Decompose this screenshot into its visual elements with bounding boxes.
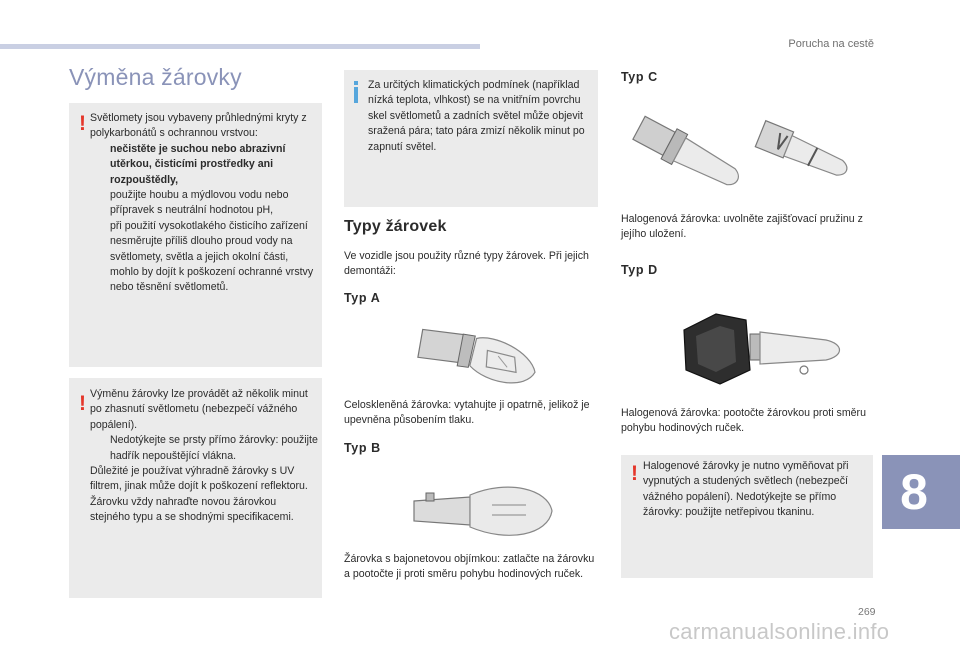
info-box-condensation <box>344 70 598 207</box>
section-heading-bulb-types: Typy žárovek <box>344 218 447 235</box>
type-c-heading: Typ C <box>621 70 658 84</box>
warning-intro: Světlomety jsou vybaveny průhlednými kryty z polykarbonátů s ochrannou vrstvou: <box>90 112 307 140</box>
warning-box-halogen <box>621 455 873 578</box>
info-icon <box>354 87 358 103</box>
type-a-caption: Celoskleněná žárovka: vytahujte ji opatrně, jelikož je upevněna působením tlaku. <box>344 399 590 427</box>
bullet-item: nečistěte je suchou nebo abrazivní utěrkou, čisticími prostředky ani rozpouštědly, <box>110 142 286 186</box>
bulb-type-d-illustration <box>676 300 866 394</box>
type-b-heading: Typ B <box>344 441 381 455</box>
page-number: 269 <box>858 606 876 618</box>
watermark: carmanualsonline.info <box>669 619 890 644</box>
warning-icon: ! <box>79 112 86 135</box>
bullet-item: při použití vysokotlakého čisticího zařízení nesměrujte příliš dlouho proud vody na světlomety, světla a jejich okolní části, mohlo by dojít k poškození ochranné vrstvy nebo těsnění světlometů. <box>110 219 314 294</box>
warning-paragraph: Důležité je používat výhradně žárovky s UV filtrem, jinak může dojít k poškození reflektoru. <box>90 465 308 493</box>
type-d-heading: Typ D <box>621 263 658 277</box>
type-b-caption: Žárovka s bajonetovou objímkou: zatlačte na žárovku a pootočte ji proti směru pohybu hodinových ruček. <box>344 553 595 581</box>
warning-paragraph: Žárovku vždy nahraďte novou žárovkou stejného typu a se shodnými specifikacemi. <box>90 495 294 524</box>
type-d-caption: Halogenová žárovka: pootočte žárovkou proti směru pohybu hodinových ruček. <box>621 407 866 435</box>
bulb-type-b-illustration <box>408 475 558 547</box>
section-title: Porucha na cestě <box>788 38 874 50</box>
type-c-caption: Halogenová žárovka: uvolněte zajišťovací pružinu z jejího uložení. <box>621 213 863 241</box>
type-a-heading: Typ A <box>344 291 381 305</box>
header-bar <box>0 44 480 49</box>
chapter-badge: 8 <box>882 455 960 529</box>
page-title: Výměna žárovky <box>69 64 242 90</box>
bulb-types-intro: Ve vozidle jsou použity různé typy žárovek. Při jejich demontáži: <box>344 250 589 278</box>
bulb-type-c-illustration <box>628 105 862 203</box>
warning-box-cleaning <box>69 103 322 367</box>
warning-box-replacement <box>69 378 322 598</box>
warning-halogen-text: Halogenové žárovky je nutno vyměňovat při vypnutých a studených světlech (nebezpečí vážného popálení). Nedotýkejte se přímo žárovky: použijte netřepivou tkaninu. <box>643 460 849 519</box>
warning-icon: ! <box>631 462 638 485</box>
bullet-item: použijte houbu a mýdlovou vodu nebo přípravek s neutrální hodnotou pH, <box>110 189 289 217</box>
warning-intro: Výměnu žárovky lze provádět až několik minut po zhasnutí světlometu (nebezpečí vážného popálení). <box>90 388 308 431</box>
warning-icon: ! <box>79 392 86 415</box>
bulb-type-a-illustration <box>408 318 548 402</box>
bullet-item: Nedotýkejte se prsty přímo žárovky: použijte hadřík nepouštějící vlákna. <box>110 434 318 462</box>
warning-replacement-text <box>90 387 318 526</box>
info-text: Za určitých klimatických podmínek (například nízká teplota, vlhkost) se na vnitřním povrchu skel světlometů a zadních světel může objevit sražená pára; tato pára zmizí několik minut po zapnutí světel. <box>368 79 585 153</box>
warning-cleaning-text <box>90 111 318 296</box>
